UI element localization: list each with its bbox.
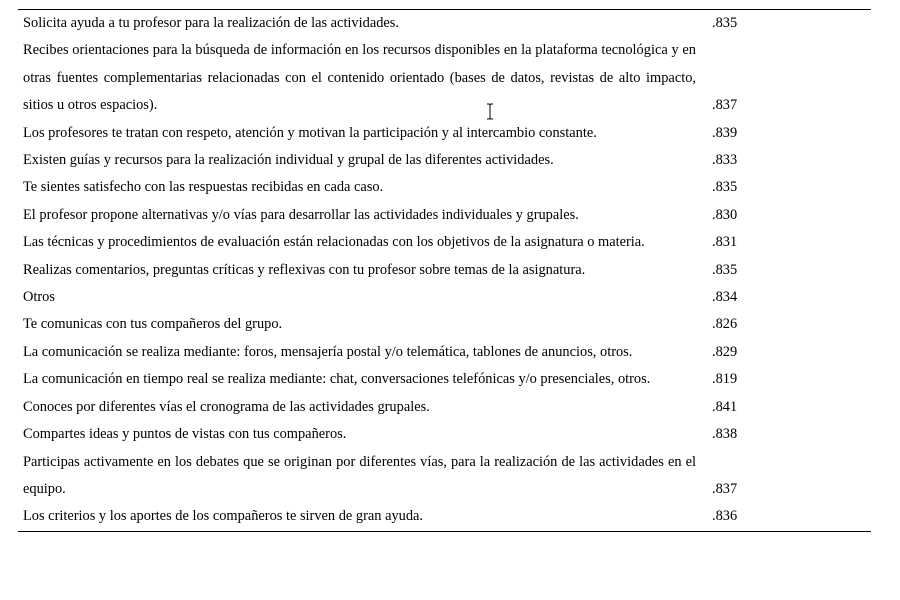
items-table	[18, 10, 871, 531]
item-text: Otros	[23, 289, 55, 306]
item-text: La comunicación en tiempo real se realiza mediante: chat, conversaciones telefónicas y/o presenciales, otros.	[23, 371, 651, 388]
table-row	[18, 147, 871, 174]
item-text: Te comunicas con tus compañeros del grupo.	[23, 316, 283, 333]
item-text: Participas activamente en los debates que se originan por diferentes vías, para la realización de las actividades en el equipo.	[23, 453, 696, 497]
table-row	[18, 421, 871, 448]
item-value: .835	[712, 15, 738, 31]
item-value: .835	[712, 179, 738, 196]
text-cursor-icon	[486, 103, 494, 120]
item-value: .829	[712, 343, 738, 360]
item-text: Recibes orientaciones para la búsqueda de información en los recursos disponibles en la plataforma tecnológica y en otras fuentes complementarias relacionadas con el contenido orientado (bases de datos, revistas de alto impacto, sitios u otros espacios).	[23, 42, 696, 114]
item-value: .833	[712, 152, 738, 169]
table-row	[18, 10, 871, 37]
table-row	[18, 37, 871, 119]
table-row	[18, 202, 871, 229]
item-value: .837	[712, 480, 738, 497]
table-row	[18, 174, 871, 201]
item-value: .837	[712, 97, 738, 114]
item-text: Solicita ayuda a tu profesor para la realización de las actividades.	[23, 15, 399, 31]
item-text: Te sientes satisfecho con las respuestas recibidas en cada caso.	[23, 179, 384, 196]
item-text: Existen guías y recursos para la realización individual y grupal de las diferentes actividades.	[23, 152, 554, 169]
table-row	[18, 120, 871, 147]
item-value: .835	[712, 261, 738, 278]
document-table-region	[18, 9, 871, 532]
item-text: Las técnicas y procedimientos de evaluación están relacionadas con los objetivos de la asignatura o materia.	[23, 234, 645, 251]
item-value: .830	[712, 206, 738, 223]
item-text: La comunicación se realiza mediante: foros, mensajería postal y/o telemática, tablones de anuncios, otros.	[23, 343, 633, 360]
item-value: .838	[712, 426, 738, 443]
item-text: Realizas comentarios, preguntas críticas y reflexivas con tu profesor sobre temas de la asignatura.	[23, 261, 586, 278]
item-text: Compartes ideas y puntos de vistas con tus compañeros.	[23, 426, 347, 443]
item-text: Los profesores te tratan con respeto, atención y motivan la participación y al intercambio constante.	[23, 124, 597, 141]
table-row	[18, 449, 871, 504]
item-text: El profesor propone alternativas y/o vías para desarrollar las actividades individuales y grupales.	[23, 206, 579, 223]
item-value: .841	[712, 398, 738, 415]
item-value: .831	[712, 234, 738, 251]
item-value: .834	[712, 289, 738, 306]
item-text: Conoces por diferentes vías el cronograma de las actividades grupales.	[23, 398, 430, 415]
table-row	[18, 339, 871, 366]
item-value: .826	[712, 316, 738, 333]
table-row	[18, 229, 871, 256]
table-row	[18, 284, 871, 311]
item-value: .839	[712, 124, 738, 141]
table-row	[18, 257, 871, 284]
table-row	[18, 311, 871, 338]
bottom-rule	[18, 531, 871, 532]
items-table-body	[18, 10, 871, 531]
table-row	[18, 503, 871, 530]
item-text: Los criterios y los aportes de los compañeros te sirven de gran ayuda.	[23, 508, 424, 525]
table-row	[18, 394, 871, 421]
table-row	[18, 366, 871, 393]
item-value: .819	[712, 371, 738, 388]
item-value: .836	[712, 508, 738, 525]
